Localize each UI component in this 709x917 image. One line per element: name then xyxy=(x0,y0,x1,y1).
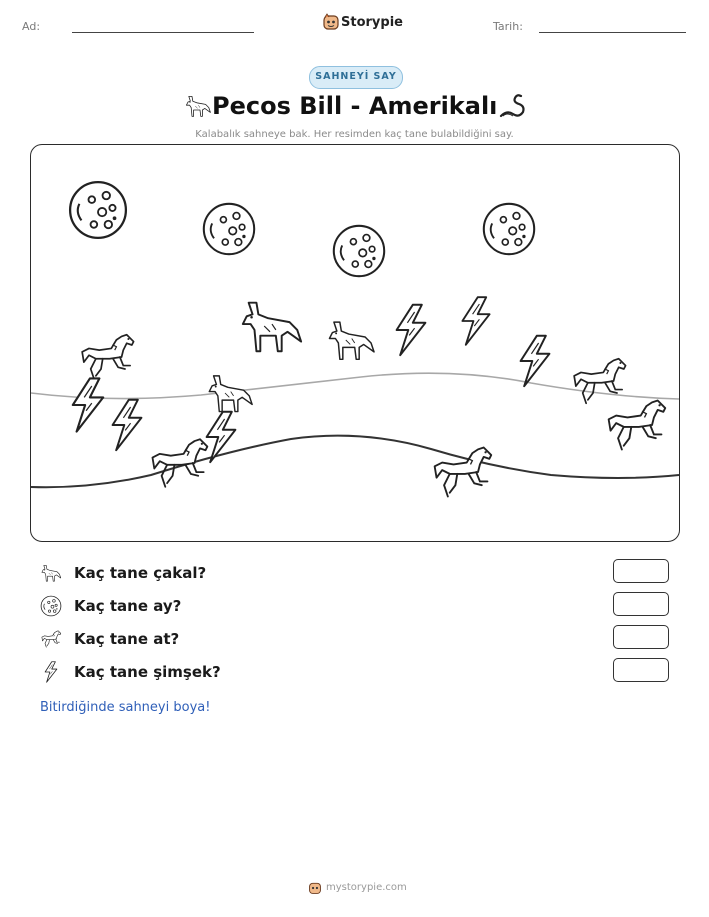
question-row xyxy=(40,561,670,585)
horse-item xyxy=(574,359,625,404)
snake-icon xyxy=(497,92,527,120)
activity-badge: SAHNEYİ SAY xyxy=(309,66,403,89)
footer-url[interactable]: mystorypie.com xyxy=(326,882,407,893)
coyote-item xyxy=(329,322,374,359)
date-label: Tarih: xyxy=(493,20,523,33)
brand-name: Storypie xyxy=(341,15,403,30)
date-field[interactable] xyxy=(539,32,686,33)
storypie-logo-icon xyxy=(308,880,322,894)
finish-instruction: Bitirdiğinde sahneyi boya! xyxy=(40,700,211,715)
scene-canvas xyxy=(31,145,679,541)
answer-box[interactable] xyxy=(613,658,669,682)
question-text: Kaç tane at? xyxy=(74,630,180,648)
page-title: Pecos Bill - Amerikalı xyxy=(212,92,498,120)
question-row xyxy=(40,594,670,618)
coyote-item xyxy=(243,303,301,352)
lightning-item xyxy=(521,336,550,386)
count-scene xyxy=(30,144,680,542)
moon-icon xyxy=(40,595,62,617)
answer-box[interactable] xyxy=(613,559,669,583)
question-text: Kaç tane şimşek? xyxy=(74,663,221,681)
question-row xyxy=(40,627,670,651)
horse-item xyxy=(609,400,666,449)
name-label: Ad: xyxy=(22,20,41,33)
moon-item xyxy=(334,226,384,276)
lightning-item xyxy=(113,400,142,450)
coyote-icon xyxy=(184,93,212,119)
lightning-item xyxy=(462,297,489,345)
lightning-item xyxy=(397,305,426,355)
coyote-icon xyxy=(40,562,62,584)
moon-item xyxy=(484,204,534,254)
storypie-logo-icon xyxy=(322,13,340,31)
lightning-item xyxy=(73,378,103,431)
horse-icon xyxy=(40,628,62,650)
coyote-item xyxy=(209,376,252,412)
lightning-icon xyxy=(40,661,62,683)
horse-item xyxy=(82,335,133,380)
horse-item xyxy=(152,439,207,487)
answer-box[interactable] xyxy=(613,592,669,616)
moon-item xyxy=(204,204,254,254)
name-field[interactable] xyxy=(72,32,254,33)
question-text: Kaç tane çakal? xyxy=(74,564,207,582)
horse-item xyxy=(435,447,492,496)
question-row xyxy=(40,660,670,684)
answer-box[interactable] xyxy=(613,625,669,649)
near-hill-line xyxy=(31,436,679,488)
page-subtitle: Kalabalık sahneye bak. Her resimden kaç tane bulabildiğini say. xyxy=(195,129,514,140)
moon-item xyxy=(70,182,126,238)
question-text: Kaç tane ay? xyxy=(74,597,182,615)
